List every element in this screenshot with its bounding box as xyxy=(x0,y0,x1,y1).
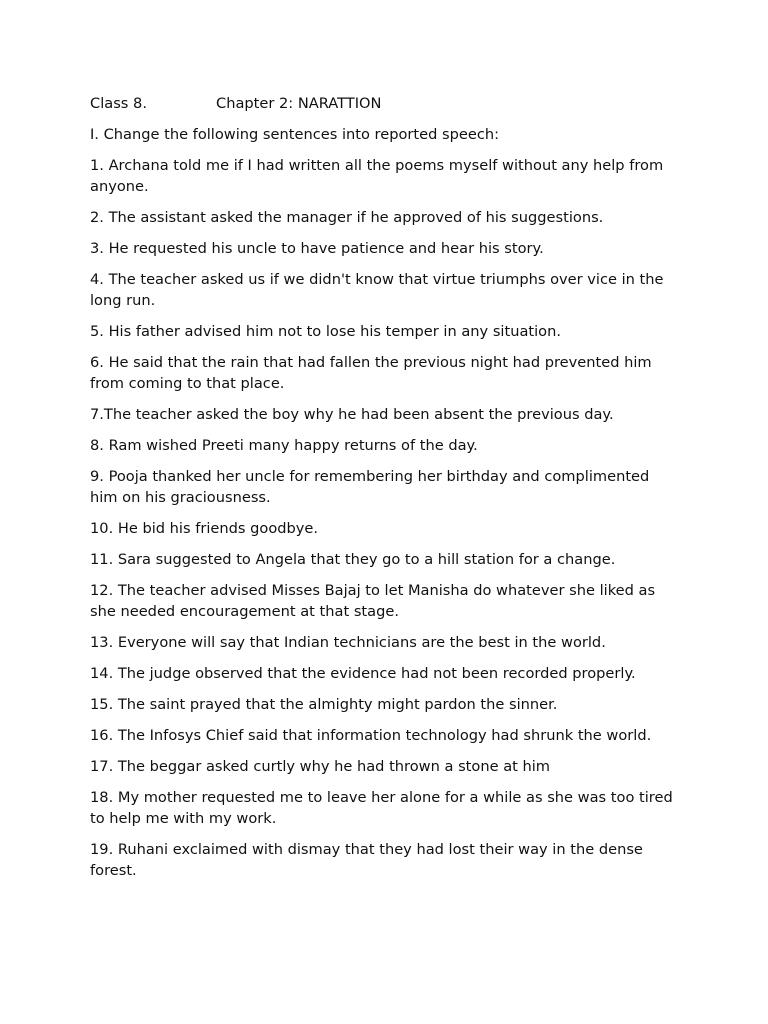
exercise-item-7: 7.The teacher asked the boy why he had been absent the previous day. xyxy=(90,406,614,423)
chapter-title: Chapter 2: NARATTION xyxy=(216,95,382,112)
exercise-item-18: 18. My mother requested me to leave her alone for a while as she was too tired to help me with my work. xyxy=(90,789,673,827)
exercise-item-9: 9. Pooja thanked her uncle for remembering her birthday and complimented him on his graciousness. xyxy=(90,468,650,506)
exercise-item-8: 8. Ram wished Preeti many happy returns of the day. xyxy=(90,437,478,454)
exercise-item-14: 14. The judge observed that the evidence had not been recorded properly. xyxy=(90,665,636,682)
exercise-item-12: 12. The teacher advised Misses Bajaj to let Manisha do whatever she liked as she needed encouragement at that stage. xyxy=(90,582,656,620)
class-label: Class 8. xyxy=(90,95,147,112)
exercise-item-16: 16. The Infosys Chief said that information technology had shrunk the world. xyxy=(90,727,652,744)
exercise-item-10: 10. He bid his friends goodbye. xyxy=(90,520,319,537)
exercise-item-3: 3. He requested his uncle to have patience and hear his story. xyxy=(90,240,544,257)
exercise-item-15: 15. The saint prayed that the almighty might pardon the sinner. xyxy=(90,696,558,713)
exercise-item-17: 17. The beggar asked curtly why he had thrown a stone at him xyxy=(90,758,551,775)
document-header xyxy=(90,93,680,114)
exercise-item-1: 1. Archana told me if I had written all the poems myself without any help from anyone. xyxy=(90,157,664,195)
exercise-item-11: 11. Sara suggested to Angela that they go to a hill station for a change. xyxy=(90,551,616,568)
exercise-item-13: 13. Everyone will say that Indian technicians are the best in the world. xyxy=(90,634,606,651)
exercise-item-6: 6. He said that the rain that had fallen the previous night had prevented him from coming to that place. xyxy=(90,354,652,392)
exercise-item-4: 4. The teacher asked us if we didn't know that virtue triumphs over vice in the long run. xyxy=(90,271,664,309)
exercise-instruction: I. Change the following sentences into reported speech: xyxy=(90,126,500,143)
exercise-item-19: 19. Ruhani exclaimed with dismay that they had lost their way in the dense forest. xyxy=(90,841,643,879)
exercise-item-2: 2. The assistant asked the manager if he approved of his suggestions. xyxy=(90,209,604,226)
exercise-item-5: 5. His father advised him not to lose his temper in any situation. xyxy=(90,323,561,340)
document-page xyxy=(90,93,680,891)
